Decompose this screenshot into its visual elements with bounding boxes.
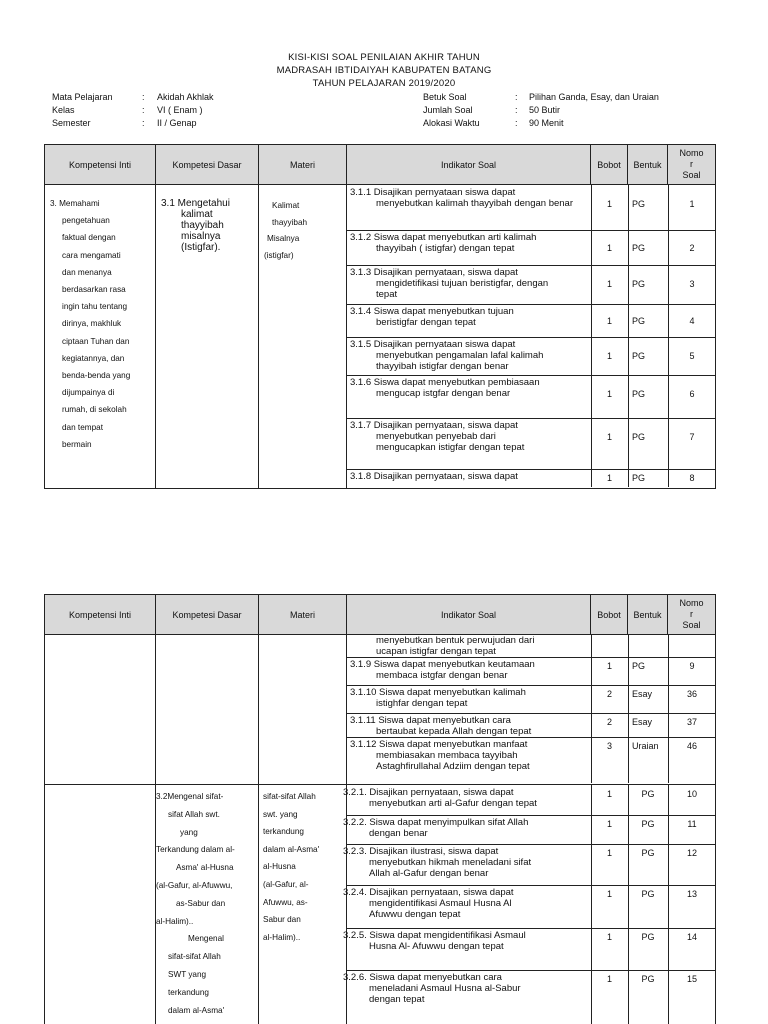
form-value: Esay [632, 717, 653, 727]
form-value: PG [641, 789, 655, 799]
indicator-line: 3.2.4. Disajikan pernyataan, siswa dapat [343, 887, 514, 898]
text-line: al-Halim).. [156, 916, 194, 926]
indicator-text [343, 972, 583, 1005]
text-line: berdasarkan rasa [62, 285, 126, 295]
table-header-row [45, 145, 716, 185]
text-line: Sabur dan [263, 915, 301, 925]
ki-cell [45, 785, 156, 1024]
meta-subject: Mata Pelajaran : Akidah Akhlak [52, 92, 214, 102]
question-number: 8 [689, 473, 695, 483]
text-line: 3. Memahami [50, 199, 100, 208]
text-line: dijumpainya di [62, 388, 115, 398]
indicator-line: 3.1.6 Siswa dapat menyebutkan pembiasaan [350, 377, 540, 388]
indicator-text [350, 471, 590, 482]
meta-question-count: Jumlah Soal : 50 Butir [423, 105, 561, 115]
form-value: PG [632, 389, 646, 399]
ki-cell [45, 635, 156, 785]
form-value: Uraian [632, 741, 659, 751]
question-number: 4 [689, 315, 695, 326]
materi-cell [259, 635, 347, 785]
bobot-value: 1 [606, 932, 612, 942]
row-divider [347, 815, 715, 816]
column-header-bentuk: Bentuk [628, 595, 668, 635]
indicator-line: 3.1.2 Siswa dapat menyebutkan arti kalimah [350, 232, 537, 243]
text-line: (istigfar) [264, 250, 294, 260]
column-header-kd: Kompetesi Dasar [156, 595, 259, 635]
text-line: thayyibah [272, 217, 308, 227]
bobot-value: 2 [606, 689, 612, 699]
text-line: rumah, di sekolah [62, 405, 127, 415]
form-value: PG [632, 432, 646, 442]
question-number: 1 [689, 199, 695, 209]
indicator-line: thayyibah istigfar dengan benar [376, 361, 509, 372]
row-divider [347, 844, 715, 845]
text-line: Terkandung dalam al- [156, 845, 235, 855]
indicator-line: menyebutkan arti al-Gafur dengan tepat [369, 798, 537, 809]
question-number: 37 [686, 717, 697, 727]
indicator-line: mengidetifikasi tujuan beristigfar, dengan [376, 278, 549, 289]
question-grid-table-2 [44, 594, 716, 1024]
indicator-line: 3.1.12 Siswa dapat menyebutkan manfaat [350, 739, 528, 750]
column-header-nomor: Nomo r Soal [668, 145, 716, 185]
indicator-text [350, 659, 590, 681]
bobot-value: 1 [606, 819, 612, 829]
kd-text [161, 198, 230, 253]
bobot-value: 1 [606, 789, 612, 799]
bobot-value: 1 [606, 661, 612, 671]
indicator-line: Astaghfirullahal Adziim dengan tepat [376, 761, 530, 772]
row-divider [347, 304, 715, 305]
indicator-line: 3.1.8 Disajikan pernyataan, siswa dapat [350, 471, 518, 482]
text-line: al-Halim).. [263, 932, 301, 942]
indicator-line: dengan tepat [369, 994, 425, 1005]
row-divider [347, 970, 715, 971]
indicator-text [343, 887, 583, 920]
indicator-line: thayyibah ( istigfar) dengan tepat [376, 243, 515, 254]
form-value: PG [632, 661, 646, 671]
question-number: 2 [689, 242, 695, 253]
question-number: 12 [686, 848, 697, 858]
table-body-row [45, 635, 716, 785]
row-divider [347, 657, 715, 658]
row-divider [347, 337, 715, 338]
bobot-value: 1 [606, 242, 612, 253]
meta-question-type: Betuk Soal : Pilihan Ganda, Esay, dan Uraian [423, 92, 659, 102]
text-line: (Istigfar). [181, 242, 221, 253]
question-number: 6 [689, 389, 695, 399]
form-value: PG [641, 932, 655, 942]
indicator-block [347, 635, 716, 785]
text-line: sifat Allah swt. [168, 809, 220, 819]
indicator-line: Husna Al- Afuwwu dengan tepat [369, 941, 504, 952]
indicator-line: tepat [376, 289, 398, 300]
materi-text [263, 788, 319, 946]
text-line: al-Husna [263, 862, 296, 872]
form-value: PG [641, 974, 655, 984]
meta-semester: Semester : II / Genap [52, 118, 197, 128]
ki-text [50, 195, 130, 453]
text-line: bermain [62, 439, 92, 449]
text-line: as-Sabur dan [176, 898, 226, 908]
indicator-line: menyebutkan bentuk perwujudan dari [376, 635, 535, 646]
form-value: PG [632, 279, 646, 289]
bobot-value: 1 [606, 279, 612, 289]
indicator-text [350, 420, 590, 453]
text-line: dalam al-Asma' [263, 844, 320, 854]
column-header-materi: Materi [259, 145, 347, 185]
row-divider [347, 713, 715, 714]
kd-cell [156, 635, 259, 785]
text-line: dalam al-Asma' [168, 1005, 225, 1015]
table-header-row [45, 595, 716, 635]
text-line: faktual dengan [62, 233, 116, 243]
row-divider [347, 737, 715, 738]
question-number: 14 [686, 932, 697, 942]
bobot-value: 1 [606, 889, 612, 899]
text-line: sifat-sifat Allah [168, 952, 221, 962]
materi-text [264, 198, 307, 264]
kd-cell [156, 185, 259, 489]
indicator-line: 3.2.6. Siswa dapat menyebutkan cara [343, 972, 502, 983]
indicator-line: membiasakan membaca tayyibah [376, 750, 518, 761]
indicator-line: 3.1.1 Disajikan pernyataan siswa dapat [350, 187, 516, 198]
bobot-value: 1 [606, 473, 612, 483]
indicator-line: meneladani Asmaul Husna al-Sabur [369, 983, 521, 994]
text-line: ingin tahu tentang [62, 302, 128, 312]
table-body-row [45, 185, 716, 489]
bobot-value: 1 [606, 848, 612, 858]
row-divider [347, 375, 715, 376]
row-divider [347, 885, 715, 886]
indicator-line: 3.1.3 Disajikan pernyataan, siswa dapat [350, 267, 518, 278]
indicator-text [350, 187, 590, 209]
indicator-block [343, 785, 716, 1024]
indicator-text [350, 687, 590, 709]
bobot-value: 1 [606, 351, 612, 361]
indicator-text [350, 267, 590, 300]
column-header-ki: Kompetensi Inti [45, 145, 156, 185]
text-line: thayyibah [181, 220, 224, 231]
text-line: Kalimat [272, 201, 300, 210]
indicator-text [350, 377, 590, 399]
indicator-line: 3.2.2. Siswa dapat menyimpulkan sifat Allah [343, 817, 529, 828]
indicator-line: mengucapkan istigfar dengan tepat [376, 442, 525, 453]
form-value: Esay [632, 689, 653, 699]
column-header-bentuk: Bentuk [628, 145, 668, 185]
text-line: (al-Gafur, al-Afuwwu, [156, 880, 233, 890]
indicator-line: 3.1.9 Siswa dapat menyebutkan keutamaan [350, 659, 535, 670]
indicator-line: 3.1.11 Siswa dapat menyebutkan cara [350, 715, 511, 726]
question-number: 5 [689, 351, 695, 361]
text-line: 3.1 Mengetahui [161, 198, 230, 209]
column-header-bobot: Bobot [591, 595, 628, 635]
form-value: PG [632, 315, 646, 326]
form-value: PG [632, 199, 646, 209]
document-subtitle: MADRASAH IBTIDAIYAH KABUPATEN BATANG [276, 65, 492, 76]
column-header-materi: Materi [259, 595, 347, 635]
indicator-text [343, 787, 583, 809]
text-line: yang [180, 827, 198, 837]
indicator-text [350, 715, 590, 737]
question-number: 7 [689, 432, 695, 442]
text-line: pengetahuan [62, 216, 110, 226]
indicator-line: mengucap istgfar dengan benar [376, 388, 511, 399]
ki-cell [45, 185, 156, 489]
indicator-line: Allah al-Gafur dengan benar [369, 868, 489, 879]
kd-text [156, 788, 235, 1019]
text-line: kalimat [181, 209, 213, 220]
column-header-ki: Kompetensi Inti [45, 595, 156, 635]
text-line: swt. yang [263, 809, 298, 819]
row-divider [347, 418, 715, 419]
indicator-line: menyebutkan pengamalan lafal kalimah [376, 350, 544, 361]
text-line: Afuwwu, as- [263, 897, 308, 907]
indicator-line: 3.2.1. Disajikan pernyataan, siswa dapat [343, 787, 514, 798]
form-value: PG [632, 473, 646, 483]
kd-cell [156, 785, 259, 1024]
form-value: PG [632, 242, 646, 253]
question-number: 15 [686, 974, 697, 984]
indicator-line: membaca istgfar dengan benar [376, 670, 508, 681]
indicator-line: 3.1.10 Siswa dapat menyebutkan kalimah [350, 687, 526, 698]
column-header-indikator: Indikator Soal [347, 145, 591, 185]
indicator-line: 3.1.4 Siswa dapat menyebutkan tujuan [350, 306, 514, 317]
indicator-line: istighfar dengan tepat [376, 698, 468, 709]
bobot-value: 1 [606, 199, 612, 209]
indicator-text [343, 846, 583, 879]
question-number: 13 [686, 889, 697, 899]
indicator-text [343, 817, 583, 839]
text-line: cara mengamati [62, 250, 121, 260]
question-number: 10 [686, 789, 697, 799]
text-line: misalnya [181, 231, 221, 242]
question-number: 46 [686, 741, 697, 751]
text-line: dan menanya [62, 267, 112, 277]
document-title: KISI-KISI SOAL PENILAIAN AKHIR TAHUN [288, 52, 480, 63]
indicator-block [347, 185, 716, 489]
indicator-line: 3.2.5. Siswa dapat mengidentifikasi Asmaul [343, 930, 526, 941]
text-line: (al-Gafur, al- [263, 879, 309, 889]
column-header-nomor: Nomo r Soal [668, 595, 716, 635]
academic-year: TAHUN PELAJARAN 2019/2020 [312, 78, 456, 89]
question-number: 11 [687, 819, 697, 829]
question-number: 3 [689, 279, 695, 289]
column-header-bobot: Bobot [591, 145, 628, 185]
indicator-line: menyebutkan kalimah thayyibah dengan benar [376, 198, 573, 209]
row-divider [347, 265, 715, 266]
indicator-line: menyebutkan hikmah meneladani sifat [369, 857, 532, 868]
bobot-value: 1 [606, 974, 612, 984]
indicator-line: menyebutkan penyebab dari [376, 431, 496, 442]
bobot-value: 2 [606, 717, 612, 727]
bobot-value: 1 [606, 315, 612, 326]
indicator-line: 3.1.5 Disajikan pernyataan siswa dapat [350, 339, 516, 350]
text-line: kegiatannya, dan [62, 353, 125, 363]
indicator-line: mengidentifikasi Asmaul Husna Al [369, 898, 512, 909]
bobot-value: 1 [606, 389, 612, 399]
bobot-value: 3 [606, 741, 612, 751]
indicator-text [350, 232, 590, 254]
row-divider [347, 928, 715, 929]
indicator-line: 3.2.3. Disajikan ilustrasi, siswa dapat [343, 846, 499, 857]
column-header-kd: Kompetesi Dasar [156, 145, 259, 185]
indicator-line: ucapan istigfar dengan tepat [376, 646, 496, 657]
indicator-continuation [376, 635, 534, 657]
text-line: 3.2Mengenal sifat- [156, 792, 224, 801]
form-value: PG [641, 848, 655, 858]
text-line: terkandung [263, 827, 304, 837]
form-value: PG [641, 889, 655, 899]
row-divider [347, 230, 715, 231]
text-line: Misalnya [267, 234, 300, 243]
question-grid-table-1 [44, 144, 716, 489]
indicator-text [350, 739, 590, 772]
text-line: benda-benda yang [62, 371, 131, 381]
text-line: ciptaan Tuhan dan [62, 336, 130, 346]
indicator-line: 3.1.7 Disajikan pernyataan, siswa dapat [350, 420, 518, 431]
text-line: dirinya, makhluk [62, 319, 122, 329]
indicator-text [350, 306, 590, 328]
indicator-text [350, 339, 590, 372]
table-body-row [45, 785, 716, 1024]
indicator-line: bertaubat kepada Allah dengan tepat [376, 726, 532, 737]
bobot-value: 1 [606, 432, 612, 442]
text-line: SWT yang [168, 969, 207, 979]
meta-time-allocation: Alokasi Waktu : 90 Menit [423, 118, 564, 128]
text-line: Asma' al-Husna [176, 863, 234, 873]
row-divider [347, 469, 715, 470]
meta-class: Kelas : VI ( Enam ) [52, 105, 203, 115]
form-value: PG [632, 351, 646, 361]
indicator-line: beristigfar dengan tepat [376, 317, 476, 328]
indicator-text [343, 930, 583, 952]
text-line: Mengenal [188, 934, 224, 944]
materi-cell [259, 185, 347, 489]
text-line: sifat-sifat Allah [263, 792, 316, 801]
column-header-indikator: Indikator Soal [347, 595, 591, 635]
question-number: 36 [686, 689, 697, 699]
indicator-line: Afuwwu dengan tepat [369, 909, 461, 920]
form-value: PG [641, 819, 655, 829]
text-line: terkandung [168, 987, 209, 997]
text-line: dan tempat [62, 422, 103, 432]
materi-cell [259, 785, 347, 1024]
question-number: 9 [689, 661, 695, 671]
indicator-line: dengan benar [369, 828, 428, 839]
row-divider [347, 685, 715, 686]
